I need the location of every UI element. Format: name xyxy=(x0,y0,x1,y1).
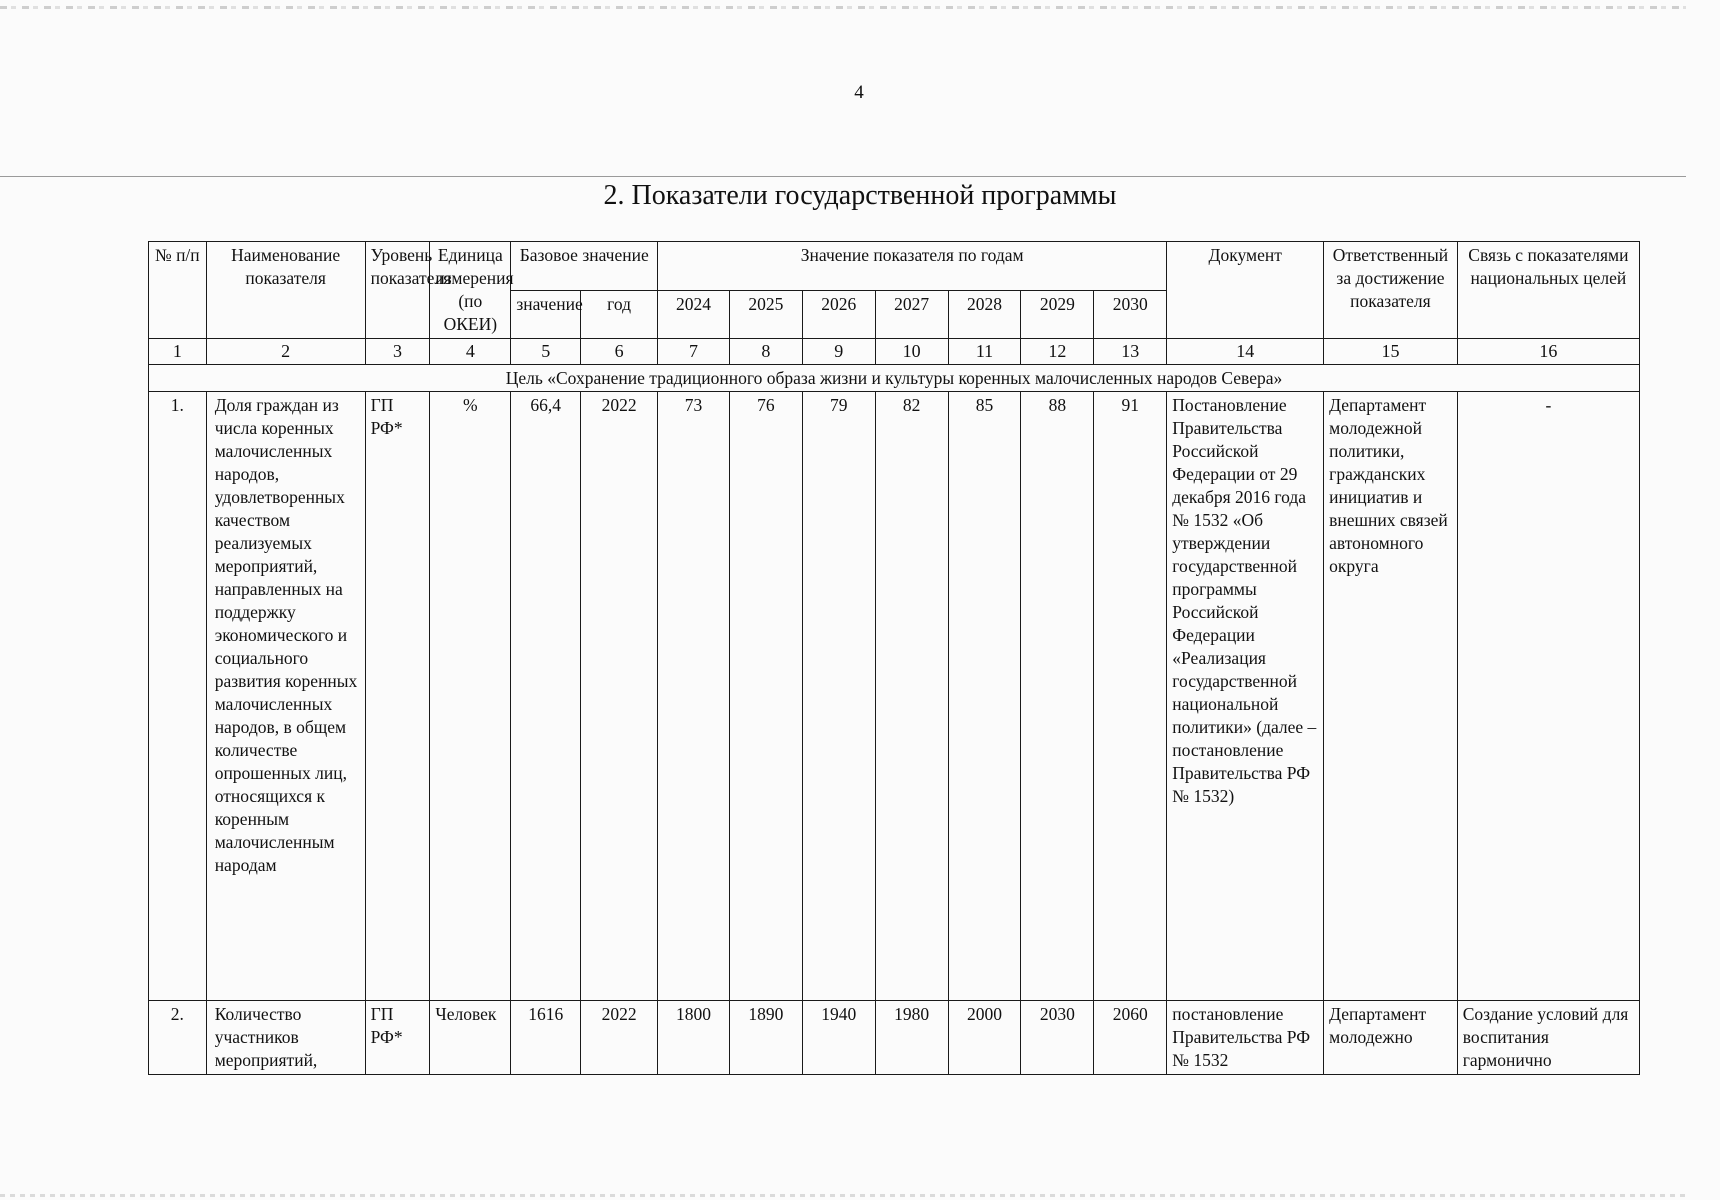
row-value: 2060 xyxy=(1094,1001,1167,1075)
header-year: 2029 xyxy=(1021,290,1094,339)
row-name: Доля граждан из числа коренных малочисленных народов, удовлетворенных качеством реализуемых мероприятий, направленных на поддержку экономического и социального развития коренных малочисленных народов, в общем количестве опрошенных лиц, относящихся к коренным малочисленным народам xyxy=(206,392,365,1001)
row-unit: Человек xyxy=(430,1001,511,1075)
column-number: 4 xyxy=(430,339,511,365)
header-year: 2026 xyxy=(802,290,875,339)
row-num: 2. xyxy=(149,1001,207,1075)
column-number: 1 xyxy=(149,339,207,365)
row-document: постановление Правительства РФ № 1532 xyxy=(1167,1001,1324,1075)
row-num: 1. xyxy=(149,392,207,1001)
header-row-1 xyxy=(149,242,1640,291)
scan-edge-top xyxy=(0,6,1686,9)
row-level: ГП РФ* xyxy=(365,392,430,1001)
header-base-value: значение xyxy=(511,290,581,339)
row-level: ГП РФ* xyxy=(365,1001,430,1075)
table-row xyxy=(149,1001,1640,1075)
column-number: 3 xyxy=(365,339,430,365)
header-document: Документ xyxy=(1167,242,1324,339)
row-base-value: 1616 xyxy=(511,1001,581,1075)
row-value: 1890 xyxy=(729,1001,802,1075)
row-value: 91 xyxy=(1094,392,1167,1001)
goal-text: Цель «Сохранение традиционного образа жизни и культуры коренных малочисленных народов Севера» xyxy=(149,365,1640,392)
header-num: № п/п xyxy=(149,242,207,339)
column-number: 16 xyxy=(1457,339,1639,365)
header-year: 2028 xyxy=(948,290,1021,339)
column-numbers-row xyxy=(149,339,1640,365)
indicators-table xyxy=(148,241,1640,1075)
row-link: Создание условий для воспитания гармонично xyxy=(1457,1001,1639,1075)
column-number: 10 xyxy=(875,339,948,365)
column-number: 7 xyxy=(658,339,730,365)
column-number: 2 xyxy=(206,339,365,365)
row-responsible: Департамент молодежной политики, гражданских инициатив и внешних связей автономного округа xyxy=(1324,392,1458,1001)
header-link: Связь с показателями национальных целей xyxy=(1457,242,1639,339)
column-number: 8 xyxy=(729,339,802,365)
header-unit: Единица измерения (по ОКЕИ) xyxy=(430,242,511,339)
column-number: 11 xyxy=(948,339,1021,365)
page-number: 4 xyxy=(854,82,864,103)
column-number: 12 xyxy=(1021,339,1094,365)
goal-row xyxy=(149,365,1640,392)
scan-edge-bottom xyxy=(0,1194,1686,1197)
column-number: 9 xyxy=(802,339,875,365)
row-value: 88 xyxy=(1021,392,1094,1001)
header-year: 2030 xyxy=(1094,290,1167,339)
column-number: 15 xyxy=(1324,339,1458,365)
row-value: 1800 xyxy=(658,1001,730,1075)
column-number: 14 xyxy=(1167,339,1324,365)
column-number: 6 xyxy=(581,339,658,365)
row-responsible: Департамент молодежно xyxy=(1324,1001,1458,1075)
row-value: 79 xyxy=(802,392,875,1001)
column-number: 13 xyxy=(1094,339,1167,365)
row-value: 85 xyxy=(948,392,1021,1001)
row-link: - xyxy=(1457,392,1639,1001)
header-responsible: Ответственный за достижение показателя xyxy=(1324,242,1458,339)
header-level: Уровень показателя xyxy=(365,242,430,339)
row-base-year: 2022 xyxy=(581,1001,658,1075)
table-row xyxy=(149,392,1640,1001)
header-year: 2027 xyxy=(875,290,948,339)
page-title: 2. Показатели государственной программы xyxy=(603,180,1117,211)
row-value: 76 xyxy=(729,392,802,1001)
row-value: 1940 xyxy=(802,1001,875,1075)
column-number: 5 xyxy=(511,339,581,365)
row-value: 1980 xyxy=(875,1001,948,1075)
page-divider xyxy=(0,176,1686,177)
header-year: 2024 xyxy=(658,290,730,339)
header-year: 2025 xyxy=(729,290,802,339)
row-unit: % xyxy=(430,392,511,1001)
header-base: Базовое значение xyxy=(511,242,658,291)
row-value: 82 xyxy=(875,392,948,1001)
row-value: 73 xyxy=(658,392,730,1001)
row-value: 2030 xyxy=(1021,1001,1094,1075)
header-by-years: Значение показателя по годам xyxy=(658,242,1167,291)
header-name: Наименование показателя xyxy=(206,242,365,339)
row-document: Постановление Правительства Российской Федерации от 29 декабря 2016 года № 1532 «Об утверждении государственной программы Российской Федерации «Реализация государственной национальной политики» (далее – постановление Правительства РФ № 1532) xyxy=(1167,392,1324,1001)
row-base-value: 66,4 xyxy=(511,392,581,1001)
header-base-year: год xyxy=(581,290,658,339)
row-base-year: 2022 xyxy=(581,392,658,1001)
row-value: 2000 xyxy=(948,1001,1021,1075)
row-name: Количество участников мероприятий, xyxy=(206,1001,365,1075)
